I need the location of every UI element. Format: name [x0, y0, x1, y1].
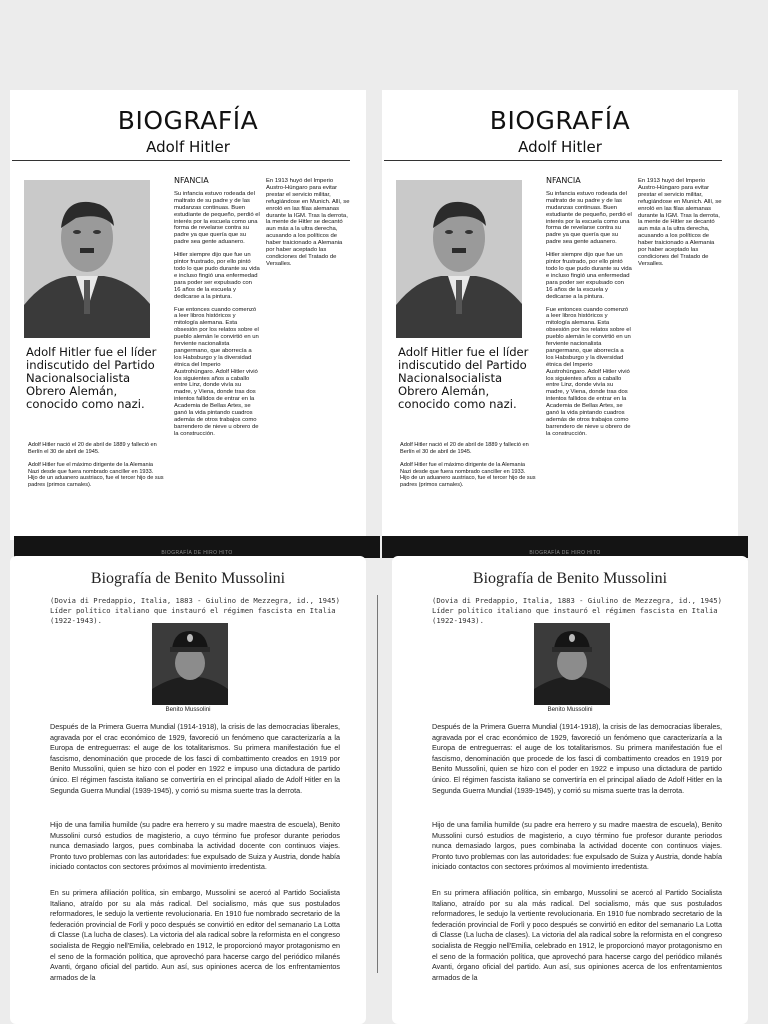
section-heading: NFANCIA — [174, 176, 209, 185]
strip-label: BIOGRAFÍA DE HIRO HITO — [161, 550, 233, 556]
hitler-bio-page-right — [382, 90, 738, 540]
leader-note: Adolf Hitler fue el máximo dirigente de la Alemania Nazi desde que fuera nombrado canciller en 1933. Hijo de un aduanero austriaco, fue el tercer hijo de sus padres (primos carnales). — [28, 462, 164, 488]
column-paragraph: Su infancia estuvo rodeada del maltrato de su padre y de las mudanzas continuas. Buen estudiante de pequeño, perdió el interés por la escuela como una forma de revelarse contra su padre ya que quería que su padre sea gente aduanero. — [174, 190, 260, 246]
lead-text: Adolf Hitler fue el líder indiscutido del Partido Nacionalsocialista Obrero Alemán, conocido como nazi. — [26, 345, 157, 411]
page-title: BIOGRAFÍA — [117, 106, 259, 135]
childhood-column — [174, 178, 260, 444]
body-paragraph: Hijo de una familia humilde (su padre era herrero y su madre maestra de escuela), Benito Mussolini cursó estudios de magisterio, a cuyo término fue profesor durante periodos nunca demasiado largos, pues combinaba la actividad docente con continuos viajes. Pronto tuvo problemas con las autoridades: fue expulsado de Suiza y Austria, donde había iniciado contactos con sectores próximos al movimiento irredentista. — [50, 820, 340, 872]
column-paragraph: Su infancia estuvo rodeada del maltrato de su padre y de las mudanzas continuas. Buen estudiante de pequeño, perdió el interés por la escuela como una forma de revelarse contra su padre ya que quería que su padre sea gente aduanero. — [546, 190, 632, 246]
hitler-bio-page-left — [10, 90, 366, 540]
childhood-column — [546, 178, 632, 444]
mussolini-portrait-photo — [534, 623, 610, 705]
section-heading: NFANCIA — [546, 176, 581, 185]
column-paragraph: Fue entonces cuando comenzó a leer libros históricos y mitología alemana. Esta obsesión por los relatos sobre el pueblo alemán le convirtió en un ferviente nacionalista pangermano, que aborrecía a los Habsburgo y la diversidad étnica del Imperio Austrohúngaro. Adolf Hitler vivió los siguientes años a caballo entre Linz, donde vivía su madre, y Viena, donde tras dos intentos fallidos de entrar en la Academia de Bellas Artes, se ganó la vida pintando cuadros además de otros trabajos como barrendero de nieve u obrero de la construcción. — [174, 306, 259, 437]
photo-caption: Benito Mussolini — [547, 706, 593, 713]
intro-text: (Dovia di Predappio, Italia, 1883 - Giulino de Mezzegra, id., 1945) Líder político italiano que instauró el régimen fascista en Italia (1922-1943). — [432, 596, 722, 625]
mussolini-bio-page-left — [10, 556, 366, 1024]
leader-note: Adolf Hitler fue el máximo dirigente de la Alemania Nazi desde que fuera nombrado canciller en 1933. Hijo de un aduanero austriaco, fue el tercer hijo de sus padres (primos carnales). — [400, 462, 536, 488]
mussolini-portrait-photo — [152, 623, 228, 705]
column-paragraph: Hitler siempre dijo que fue un pintor frustrado, por ello pintó todo lo que pudo durante su vida e incluso fingió una enfermedad para poder ser expulsado con 16 años de la escuela y dedicarse a la pintura. — [546, 252, 632, 300]
body-paragraph: Después de la Primera Guerra Mundial (1914-1918), la crisis de las democracias liberales, agravada por el crac económico de 1929, favoreció un fenómeno que caracterizaría a la Europa de entreguerras: el auge de los totalitarismos. Su primera manifestación fue el fascismo, denominación que procede de los fasci di combattimento creados en 1919 por Benito Mussolini, quien se hizo con el poder en 1922 e impuso una dictadura de partido único. El régimen fascista italiano se convertiría en el principal aliado de Adolf Hitler en la Segunda Guerra Mundial (1939-1945), y corrió su misma suerte tras la derrota. — [432, 722, 722, 795]
page-subtitle: Adolf Hitler — [518, 138, 602, 156]
page-header-strip — [14, 536, 380, 558]
photo-caption: Benito Mussolini — [165, 706, 211, 713]
page-divider — [377, 595, 378, 973]
page-subtitle: Adolf Hitler — [146, 138, 230, 156]
hitler-portrait-photo — [396, 180, 522, 338]
body-paragraph: Después de la Primera Guerra Mundial (1914-1918), la crisis de las democracias liberales, agravada por el crac económico de 1929, favoreció un fenómeno que caracterizaría a la Europa de entreguerras: el auge de los totalitarismos. Su primera manifestación fue el fascismo, denominación que procede de los fasci di combattimento creados en 1919 por Benito Mussolini, quien se hizo con el poder en 1922 e impuso una dictadura de partido único. El régimen fascista italiano se convertiría en el principal aliado de Adolf Hitler en la Segunda Guerra Mundial (1939-1945), y corrió su misma suerte tras la derrota. — [50, 722, 340, 795]
hitler-portrait-photo — [24, 180, 150, 338]
strip-label: BIOGRAFÍA DE HIRO HITO — [529, 550, 601, 556]
page-title: Biografía de Benito Mussolini — [90, 570, 286, 587]
body-paragraph: En su primera afiliación política, sin embargo, Mussolini se acercó al Partido Socialista Italiano, atraído por su ala más radical. Del socialismo, más que sus postulados reformadores, le sedujo la vertiente revolucionaria. En 1910 fue nombrado secretario de la federación provincial de Forlì y poco después se convirtió en editor del semanario La Lotta di Classe (La lucha de clases). La victoria del ala radical sobre la reformista en el congreso socialista de Reggio nell'Emilia, celebrado en 1912, le proporcionó mayor protagonismo en el seno de la formación política, que aprovechó para hacerse cargo del periódico milanés Avanti, órgano oficial del partido. Aun así, sus opiniones acerca de los enfrentamientos armados de la — [432, 888, 722, 982]
second-column — [638, 178, 722, 274]
lead-text: Adolf Hitler fue el líder indiscutido del Partido Nacionalsocialista Obrero Alemán, conocido como nazi. — [398, 345, 529, 411]
second-column — [266, 178, 350, 274]
column-paragraph: Fue entonces cuando comenzó a leer libros históricos y mitología alemana. Esta obsesión por los relatos sobre el pueblo alemán le convirtió en un ferviente nacionalista pangermano, que aborrecía a los Habsburgo y la diversidad étnica del Imperio Austrohúngaro. Adolf Hitler vivió los siguientes años a caballo entre Linz, donde vivía su madre, y Viena, donde tras dos intentos fallidos de entrar en la Academia de Bellas Artes, se ganó la vida pintando cuadros además de otros trabajos como barrendero de nieve u obrero de la construcción. — [546, 306, 631, 437]
column-paragraph: En 1913 huyó del Imperio Austro-Húngaro para evitar prestar el servicio militar, refugiándose en Munich. Allí, se enroló en las filas alemanas durante la IGM. Tras la derrota, la mente de Hitler se decantó aun más a la ultra derecha, acusando a los políticos de haber traicionado a Alemania por haber aceptado las condiciones del Tratado de Versalles. — [266, 178, 350, 267]
page-title: BIOGRAFÍA — [489, 106, 631, 135]
column-paragraph: Hitler siempre dijo que fue un pintor frustrado, por ello pintó todo lo que pudo durante su vida e incluso fingió una enfermedad para poder ser expulsado con 16 años de la escuela y dedicarse a la pintura. — [174, 252, 260, 300]
birth-note: Adolf Hitler nació el 20 de abril de 1889 y falleció en Berlín el 30 de abril de 1945. — [400, 442, 529, 455]
body-paragraph: Hijo de una familia humilde (su padre era herrero y su madre maestra de escuela), Benito Mussolini cursó estudios de magisterio, a cuyo término fue profesor durante periodos nunca demasiado largos, pues combinaba la actividad docente con continuos viajes. Pronto tuvo problemas con las autoridades: fue expulsado de Suiza y Austria, donde había iniciado contactos con sectores próximos al movimiento irredentista. — [432, 820, 722, 872]
mussolini-bio-page-right — [392, 556, 748, 1024]
intro-text: (Dovia di Predappio, Italia, 1883 - Giulino de Mezzegra, id., 1945) Líder político italiano que instauró el régimen fascista en Italia (1922-1943). — [50, 596, 340, 625]
column-paragraph: En 1913 huyó del Imperio Austro-Húngaro para evitar prestar el servicio militar, refugiándose en Munich. Allí, se enroló en las filas alemanas durante la IGM. Tras la derrota, la mente de Hitler se decantó aun más a la ultra derecha, acusando a los políticos de haber traicionado a Alemania por haber aceptado las condiciones del Tratado de Versalles. — [638, 178, 722, 267]
page-header-strip — [382, 536, 748, 558]
birth-note: Adolf Hitler nació el 20 de abril de 1889 y falleció en Berlín el 30 de abril de 1945. — [28, 442, 157, 455]
title-divider — [384, 160, 722, 161]
body-paragraph: En su primera afiliación política, sin embargo, Mussolini se acercó al Partido Socialista Italiano, atraído por su ala más radical. Del socialismo, más que sus postulados reformadores, le sedujo la vertiente revolucionaria. En 1910 fue nombrado secretario de la federación provincial de Forlì y poco después se convirtió en editor del semanario La Lotta di Classe (La lucha de clases). La victoria del ala radical sobre la reformista en el congreso socialista de Reggio nell'Emilia, celebrado en 1912, le proporcionó mayor protagonismo en el seno de la formación política, que aprovechó para hacerse cargo del periódico milanés Avanti, órgano oficial del partido. Aun así, sus opiniones acerca de los enfrentamientos armados de la — [50, 888, 340, 982]
page-title: Biografía de Benito Mussolini — [472, 570, 668, 587]
title-divider — [12, 160, 350, 161]
